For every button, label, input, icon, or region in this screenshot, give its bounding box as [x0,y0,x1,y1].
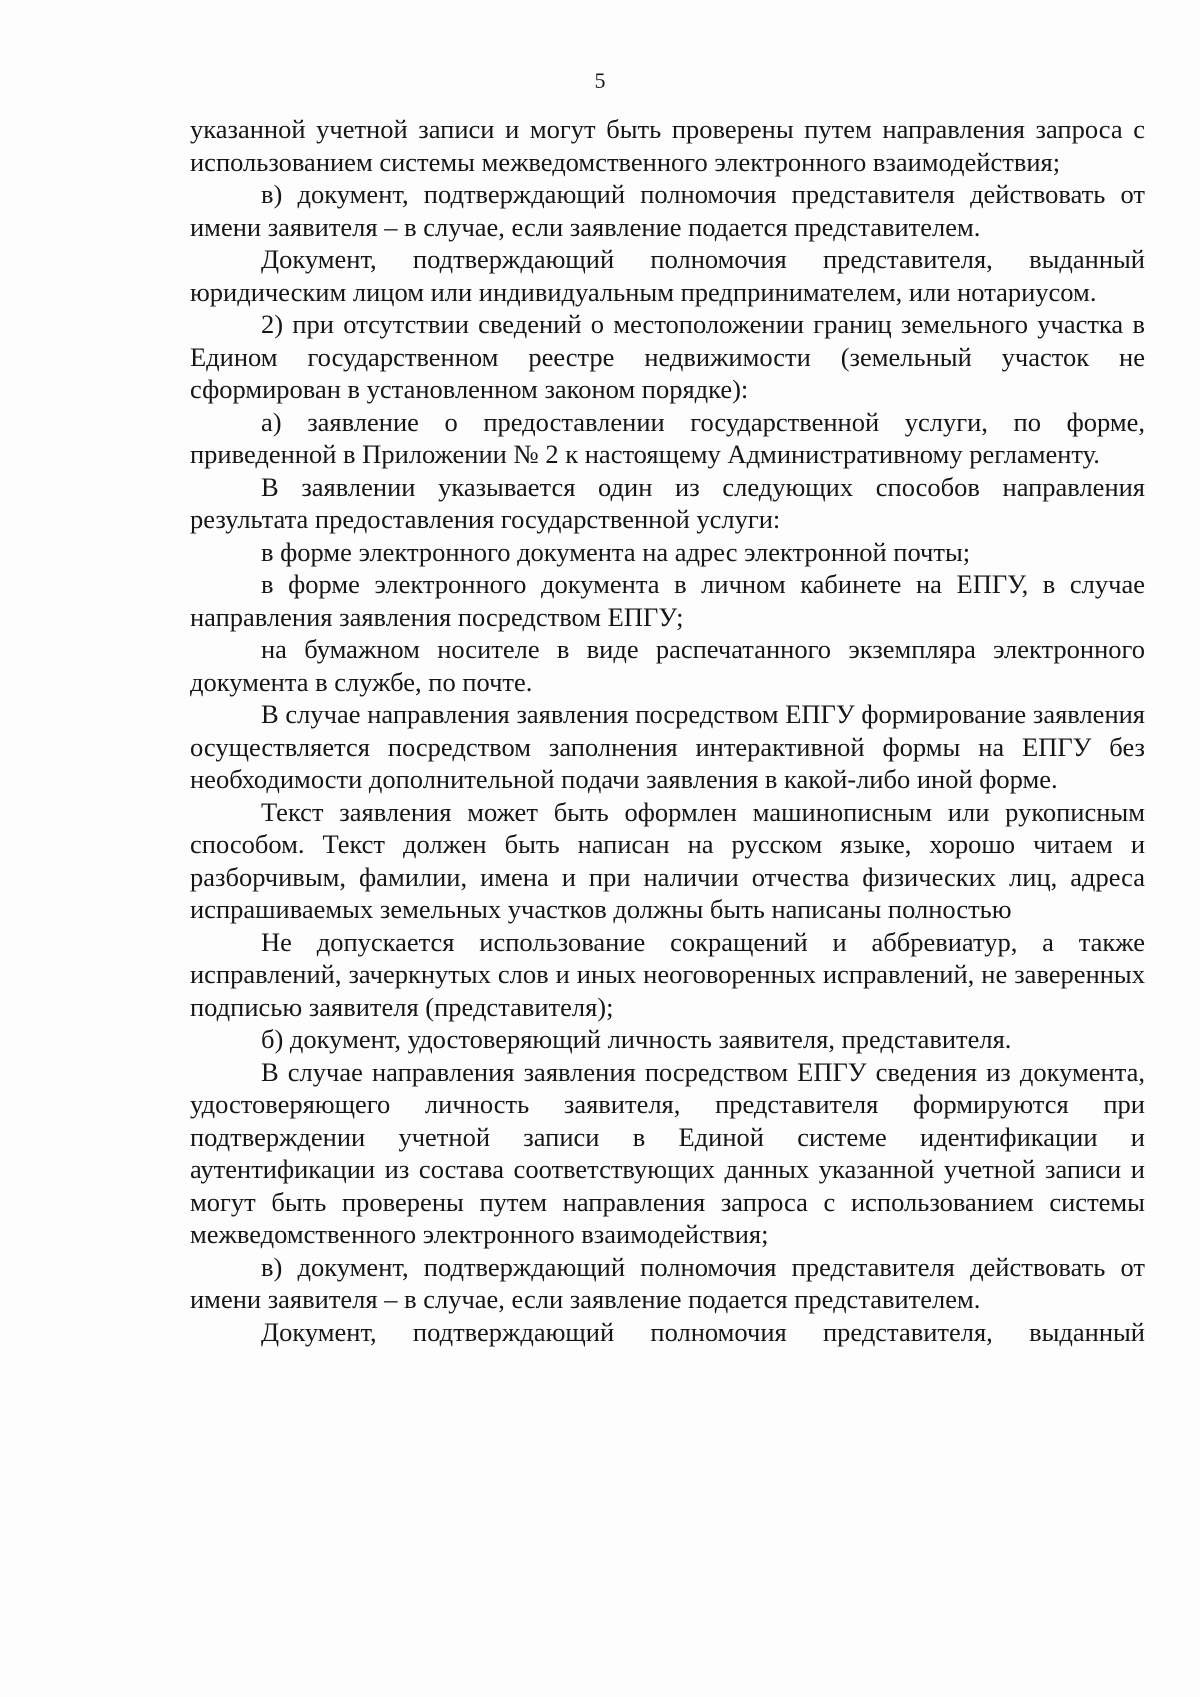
paragraph-method-email: в форме электронного документа на адрес электронной почты; [261,536,971,567]
paragraph-item-b-identity: б) документ, удостоверяющий личность заявителя, представителя. [261,1024,1012,1054]
paragraph-no-abbreviations: Не допускается использование сокращений и аббревиатур, а также исправлений, зачеркнутых слов и иных неоговоренных исправлений, не заверенных подписью заявителя (представителя); [190,926,1145,1022]
paragraph-epgu-interactive-form: В случае направления заявления посредством ЕПГУ формирование заявления осуществляется посредством заполнения интерактивной формы на ЕПГУ без необходимости дополнительной подачи заявления в какой-либо иной форме. [190,699,1145,794]
document-body [190,113,1145,1348]
page-number: 5 [594,68,606,93]
paragraph-item-a-application: а) заявление о предоставлении государственной услуги, по форме, приведенной в Приложении № 2 к настоящему Административному регламенту. [190,406,1145,469]
paragraph-method-epgu-cabinet: в форме электронного документа в личном кабинете на ЕПГУ, в случае направления заявления посредством ЕПГУ; [190,569,1145,632]
paragraph-text-requirements: Текст заявления может быть оформлен машинописным или рукописным способом. Текст должен быть написан на русском языке, хорошо читаем и разборчивым, фамилии, имена и при наличии отчества физических лиц, адреса испрашиваемых земельных участков должны быть написаны полностью [190,796,1145,924]
paragraph-authority-document: Документ, подтверждающий полномочия представителя, выданный юридическим лицом или индивидуальным предпринимателем, или нотариусом. [190,244,1145,307]
paragraph-item-v-representative-repeat: в) документ, подтверждающий полномочия представителя действовать от имени заявителя – в случае, если заявление подается представителем. [190,1251,1145,1314]
paragraph-authority-document-continued: Документ, подтверждающий полномочия представителя, выданный [261,1316,1145,1347]
paragraph-method-paper: на бумажном носителе в виде распечатанного экземпляра электронного документа в службе, по почте. [190,634,1145,697]
paragraph-account-verification: указанной учетной записи и могут быть проверены путем направления запроса с использованием системы межведомственного электронного взаимодействия; [190,114,1145,177]
paragraph-item-2-no-boundaries: 2) при отсутствии сведений о местоположении границ земельного участка в Едином государственном реестре недвижимости (земельный участок не сформирован в установленном законом порядке): [190,309,1145,404]
paragraph-item-v-representative: в) документ, подтверждающий полномочия представителя действовать от имени заявителя – в случае, если заявление подается представителем. [190,179,1145,242]
paragraph-result-delivery-methods: В заявлении указывается один из следующих способов направления результата предоставления государственной услуги: [190,471,1145,534]
paragraph-epgu-identity-data: В случае направления заявления посредством ЕПГУ сведения из документа, удостоверяющего личность заявителя, представителя формируются при подтверждении учетной записи в Единой системе идентификации и аутентификации из состава соответствующих данных указанной учетной записи и могут быть проверены путем направления запроса с использованием системы межведомственного электронного взаимодействия; [190,1056,1145,1249]
